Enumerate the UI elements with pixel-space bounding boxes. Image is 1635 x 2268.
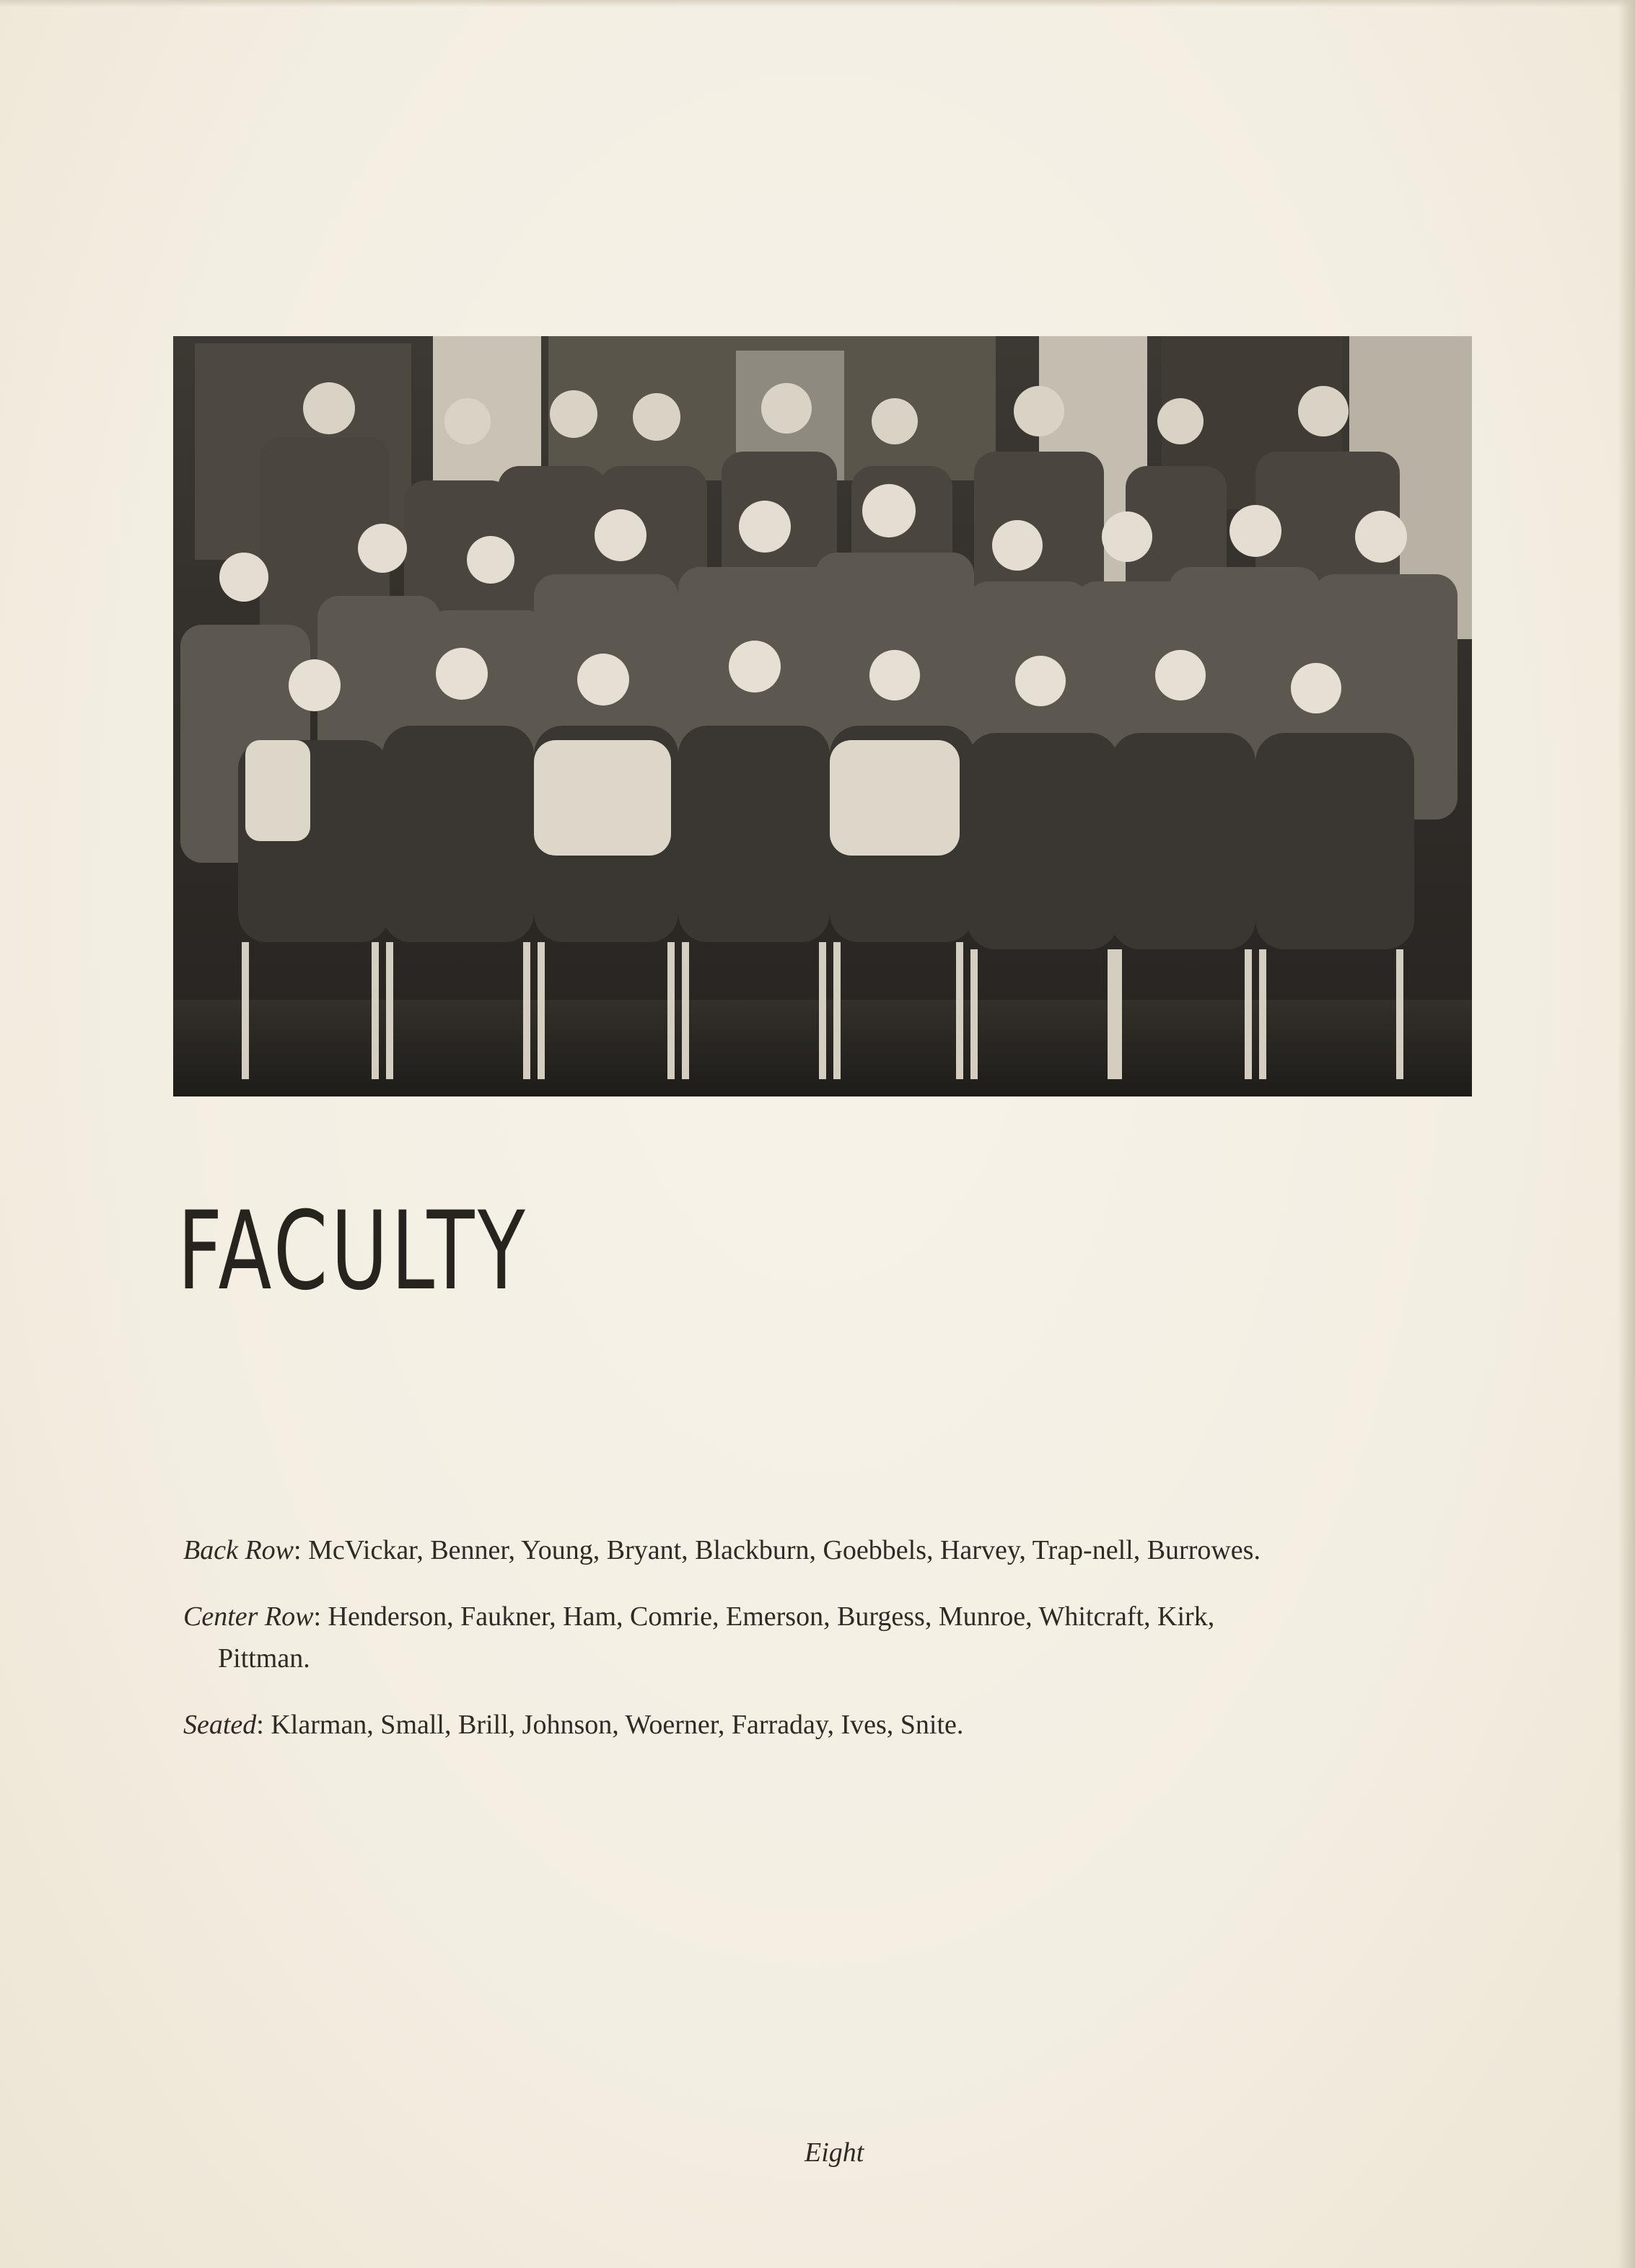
page-top-edge	[0, 0, 1635, 7]
page-right-edge	[1618, 0, 1635, 2268]
caption-seated-row: Seated: Klarman, Small, Brill, Johnson, Woerner, Farraday, Ives, Snite.	[183, 1710, 964, 1740]
caption-names: McVickar, Benner, Young, Bryant, Blackburn, Goebbels, Harvey, Trap-nell, Burrowes.	[308, 1535, 1261, 1565]
page-title: FACULTY	[177, 1189, 529, 1314]
caption-label: Center Row	[183, 1601, 314, 1632]
caption-names: Henderson, Faukner, Ham, Comrie, Emerson, Burgess, Munroe, Whitcraft, Kirk, Pittman.	[218, 1601, 1215, 1674]
faculty-group-photo	[173, 336, 1472, 1096]
photo-caption	[183, 1529, 1266, 1770]
caption-names: Klarman, Small, Brill, Johnson, Woerner, Farraday, Ives, Snite.	[271, 1710, 964, 1740]
caption-back-row: Back Row: McVickar, Benner, Young, Bryant, Blackburn, Goebbels, Harvey, Trap-nell, Burrowes.	[183, 1535, 1261, 1565]
page-number: Eight	[805, 2137, 864, 2168]
caption-center-row: Center Row: Henderson, Faukner, Ham, Comrie, Emerson, Burgess, Munroe, Whitcraft, Kirk, Pittman.	[183, 1601, 1215, 1674]
caption-label: Back Row	[183, 1535, 294, 1565]
caption-label: Seated	[183, 1710, 257, 1740]
